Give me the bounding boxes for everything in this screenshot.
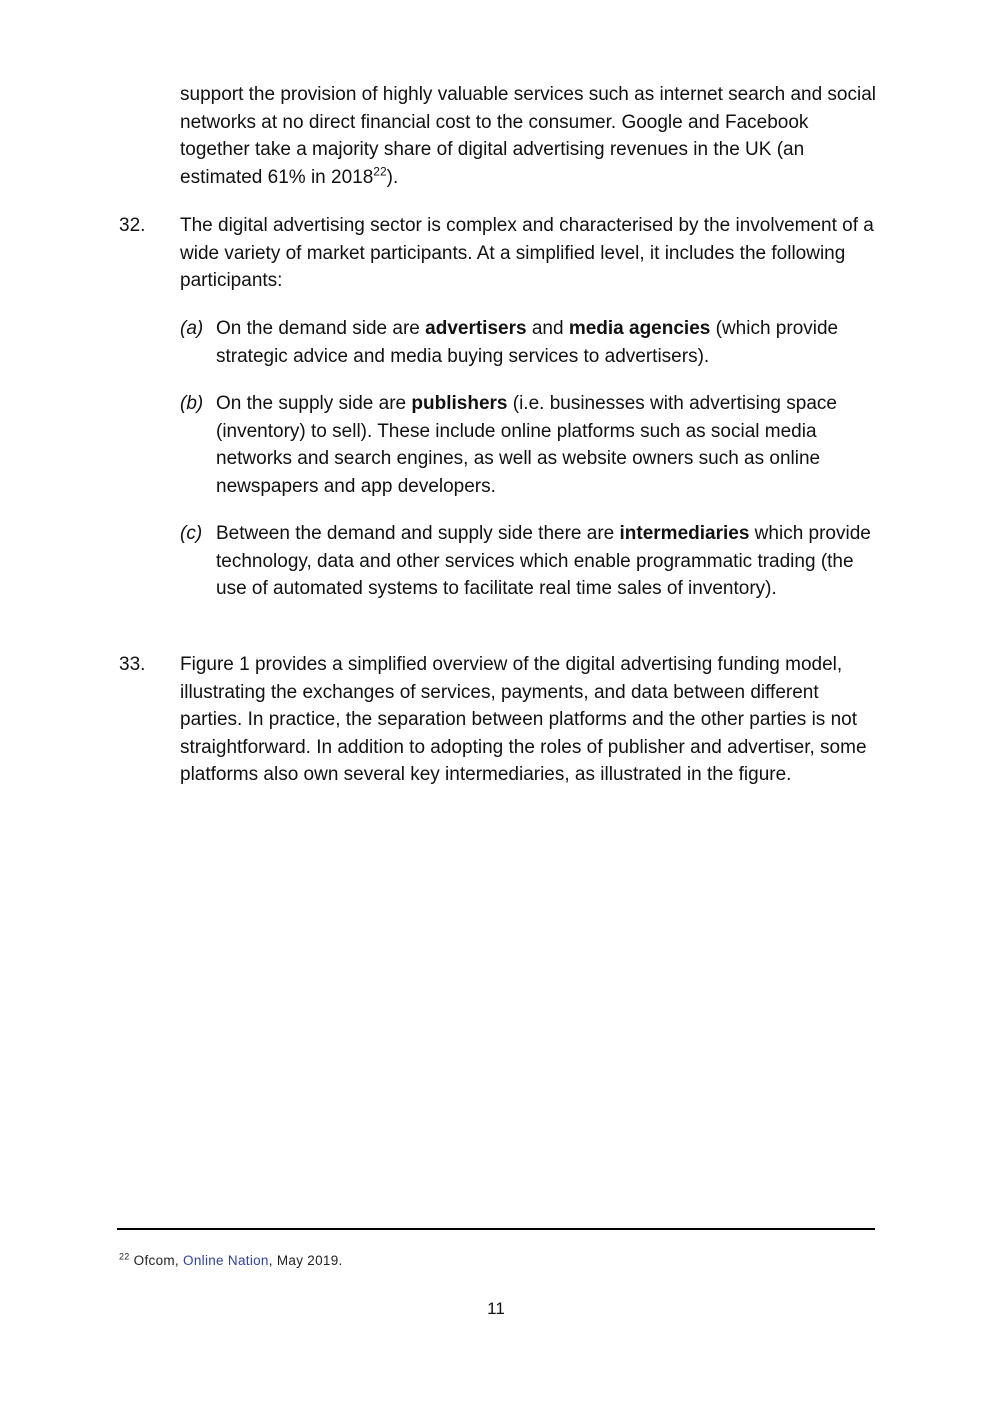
list-item-b [216, 390, 880, 500]
list-marker-a: (a) [180, 318, 204, 339]
footnote-22 [119, 1252, 343, 1270]
list-item-c [216, 520, 880, 603]
term-media-agencies: media agencies [568, 318, 711, 339]
list-item-c-text: Between the demand and supply side there are [216, 523, 620, 544]
page-number: 11 [487, 1299, 505, 1318]
list-item-c-text: which provide technology, data and other services which enable programmatic trading (the use of automated systems to facilitate real time sales of inventory). [216, 523, 871, 600]
list-item-b-text: (i.e. businesses with advertising space (inventory) to sell). These include online platforms such as social media networks and search engines, as well as website owners such as online newspapers and app developers. [216, 393, 837, 497]
paragraph-number-32: 32. [119, 215, 146, 236]
footnote-source: Ofcom, [129, 1253, 184, 1268]
list-item-a-text: On the demand side are [216, 318, 426, 339]
footnote-link-online-nation[interactable]: Online Nation [183, 1253, 269, 1268]
list-item-a [216, 315, 880, 370]
list-item-a-text: and [526, 318, 569, 339]
term-advertisers: advertisers [425, 318, 527, 339]
paragraph-number-33: 33. [119, 654, 146, 675]
footnote-ref-22[interactable]: 22 [373, 164, 387, 179]
continuation-paragraph [180, 81, 880, 191]
term-publishers: publishers [411, 393, 508, 414]
list-item-a-text: (which provide strategic advice and media buying services to advertisers). [216, 318, 839, 367]
paragraph-32-text: The digital advertising sector is complex and characterised by the involvement of a wide variety of market participants. At a simplified level, it includes the following participants: [180, 215, 874, 292]
footnote-number: 22 [119, 1251, 130, 1262]
paragraph-33-text: Figure 1 provides a simplified overview of the digital advertising funding model, illustrating the exchanges of services, payments, and data between different parties. In practice, the separation between platforms and the other parties is not straightforward. In addition to adopting the roles of publisher and advertiser, some platforms also own several key intermediaries, as illustrated in the figure. [180, 654, 867, 786]
continuation-text: support the provision of highly valuable services such as internet search and social networks at no direct financial cost to the consumer. Google and Facebook together take a majority share of digital advertising revenues in the UK (an estimated 61% in 2018 [180, 84, 876, 188]
term-intermediaries: intermediaries [619, 523, 750, 544]
list-marker-b: (b) [180, 393, 204, 414]
footnote-separator [117, 1228, 875, 1230]
continuation-end: ). [386, 166, 399, 188]
list-item-b-text: On the supply side are [216, 393, 412, 414]
list-marker-c: (c) [180, 523, 203, 544]
footnote-rest: , May 2019. [268, 1253, 343, 1268]
